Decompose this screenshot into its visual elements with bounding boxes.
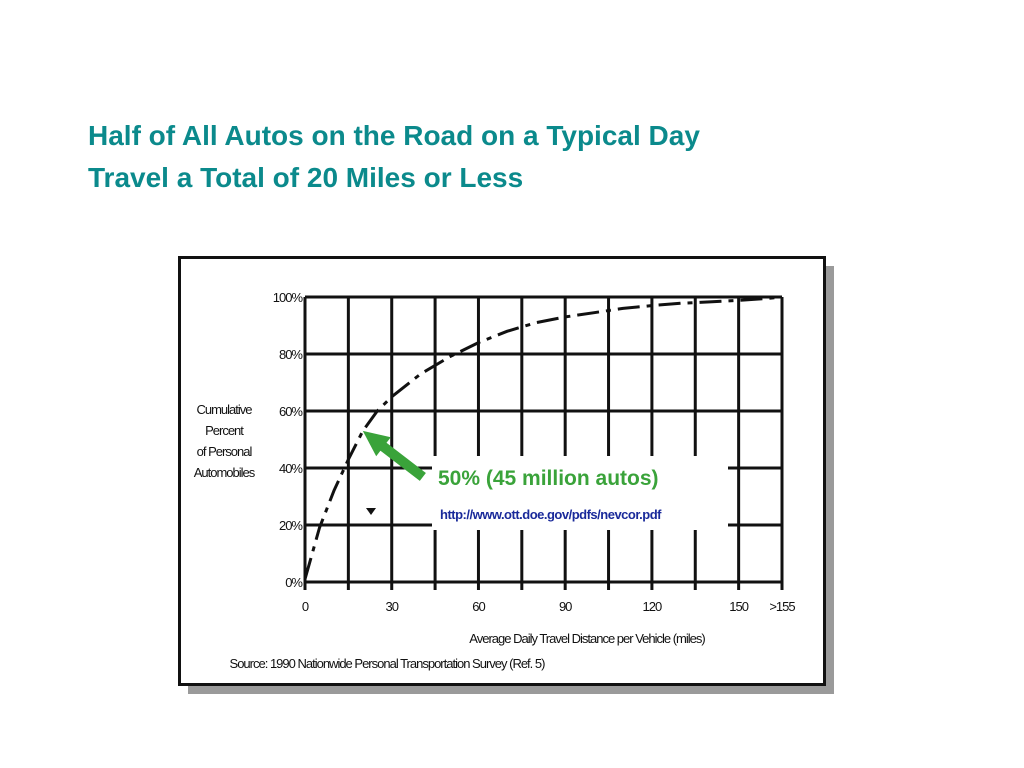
y-tick-label: 40%: [278, 461, 302, 476]
x-tick-labels: [302, 599, 796, 614]
y-tick-label: 100%: [272, 290, 302, 305]
small-marker-icon: [366, 508, 376, 515]
y-axis-title: [194, 402, 256, 480]
x-tick-label: 0: [301, 599, 309, 614]
x-tick-label: 120: [642, 599, 662, 614]
y-axis-title-line-1: Cumulative: [196, 402, 252, 417]
annotation-url: http://www.ott.doe.gov/pdfs/nevcor.pdf: [440, 507, 662, 522]
y-tick-label: 0%: [285, 575, 302, 590]
y-tick-label: 20%: [278, 518, 302, 533]
y-tick-labels: [273, 290, 304, 590]
slide-title-line-1: Half of All Autos on the Road on a Typical Day: [88, 120, 700, 151]
slide-title-line-2: Travel a Total of 20 Miles or Less: [88, 162, 524, 193]
x-axis-title: Average Daily Travel Distance per Vehicle (miles): [469, 631, 705, 646]
y-axis-title-line-4: Automobiles: [193, 465, 255, 480]
y-axis-title-line-3: of Personal: [196, 444, 252, 459]
y-axis-title-line-2: Percent: [205, 423, 243, 438]
x-tick-label: 150: [729, 599, 748, 614]
x-tick-label: 90: [558, 599, 572, 614]
y-tick-label: 80%: [278, 347, 302, 362]
annotation-arrow-icon: [363, 431, 426, 481]
source-note: Source: 1990 Nationwide Personal Transportation Survey (Ref. 5): [229, 656, 545, 671]
x-tick-label: 30: [385, 599, 398, 614]
annotation-label: 50% (45 million autos): [438, 467, 659, 490]
x-tick-label: 60: [472, 599, 485, 614]
x-tick-label: >155: [769, 599, 795, 614]
y-tick-label: 60%: [278, 404, 302, 419]
